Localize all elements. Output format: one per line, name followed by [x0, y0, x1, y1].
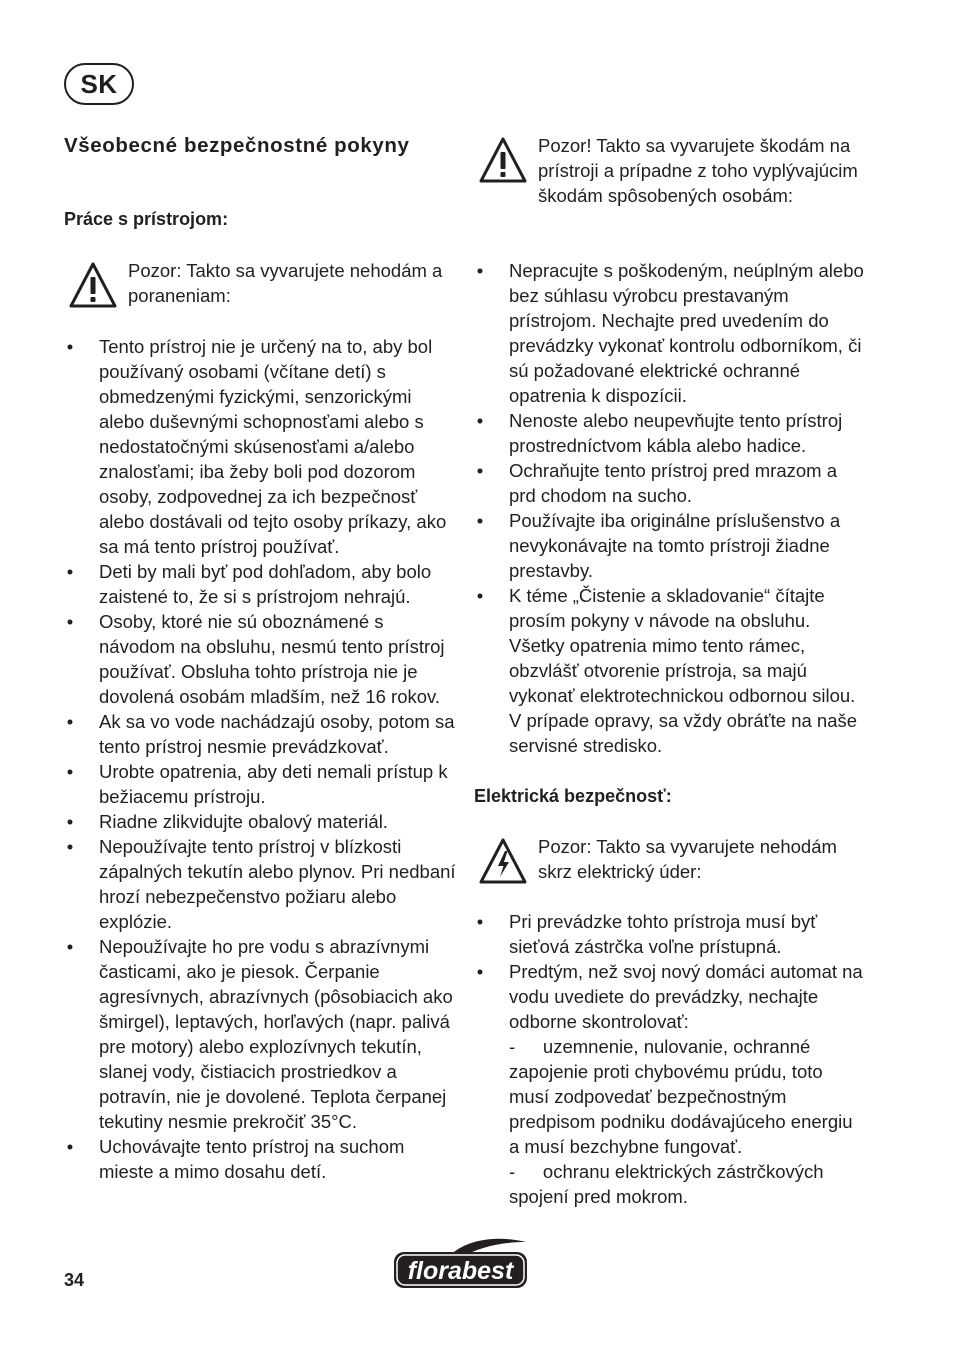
warning-damage-text: Pozor! Takto sa vyvarujete škodám na prístroji a prípadne z toho vyplývajúcim škodám spôsobených osobám:: [538, 135, 858, 206]
list-item: • Tento prístroj nie je určený na to, aby bol používaný osobami (včítane detí) s obmedzenými fyzickými, senzorickými alebo duševnými schopnosťami alebo s nedostatočnými skúsenosťami a/alebo znalosťami; iba žeby boli pod dozorom osoby, zodpovednej za ich bezpečnosť alebo dostávali od tejto osoby príkazy, ako sa má tento prístroj používať.: [64, 334, 456, 559]
list-item: • Pri prevádzke tohto prístroja musí byť sieťová zástrčka voľne prístupná.: [474, 909, 866, 959]
list-item: • Predtým, než svoj nový domáci automat na vodu uvediete do prevádzky, nechajte odborne skontrolovať: - uzemnenie, nulovanie, ochranné zapojenie proti chybovému prúdu, toto musí zodpovedať bezpečnostným predpisom podniku dodávajúceho energiu a musí bezchybne fungovať. - ochranu elektrických zástrčkových spojení pred mokrom.: [474, 959, 866, 1209]
bullet-icon: •: [66, 561, 74, 582]
electric-bullet-list: [474, 909, 866, 1209]
electric-hazard-icon: [479, 838, 527, 884]
warning-electric-text: Pozor: Takto sa vyvarujete nehodám skrz elektrický úder:: [538, 836, 837, 882]
list-item: • Uchovávajte tento prístroj na suchom mieste a mimo dosahu detí.: [64, 1134, 456, 1184]
list-item: • Osoby, ktoré nie sú oboznámené s návodom na obsluhu, nesmú tento prístroj používať. Obsluha tohto prístroja nie je dovolená osobám mladším, než 16 rokov.: [64, 609, 456, 709]
list-item: • Nepoužívajte ho pre vodu s abrazívnymi časticami, ako je piesok. Čerpanie agresívnych, abrazívnych (pôsobiacich ako šmirgel), leptavých, horľavých (napr. palivá pre motory) alebo explozívnych tekutín, slanej vody, čistiacich prostriedkov a potravín, nie je dovolené. Teplota čerpanej tekutiny nesmie prekročiť 35°C.: [64, 934, 456, 1134]
list-item: • Urobte opatrenia, aby deti nemali prístup k bežiacemu prístroju.: [64, 759, 456, 809]
warning-accidents-text: Pozor: Takto sa vyvarujete nehodám a poraneniam:: [128, 260, 443, 306]
bullet-icon: •: [476, 585, 484, 606]
sub-item: - uzemnenie, nulovanie, ochranné zapojenie proti chybovému prúdu, toto musí zodpovedať bezpečnostným predpisom podniku dodávajúceho energiu a musí bezchybne fungovať.: [509, 1036, 853, 1157]
list-item: • Riadne zlikvidujte obalový materiál.: [64, 809, 456, 834]
warning-triangle-icon: [69, 262, 117, 308]
left-bullet-list: [64, 334, 456, 1184]
sub-item: - ochranu elektrických zástrčkových spojení pred mokrom.: [509, 1161, 824, 1207]
list-item: • Deti by mali byť pod dohľadom, aby bolo zaistené to, že si s prístrojom nehrajú.: [64, 559, 456, 609]
list-item: • Nenoste alebo neupevňujte tento prístroj prostredníctvom kábla alebo hadice.: [474, 408, 866, 458]
svg-text:florabest: florabest: [407, 1257, 514, 1285]
page-number: 34: [64, 1270, 85, 1290]
bullet-icon: •: [66, 611, 74, 632]
bullet-icon: •: [66, 1136, 74, 1157]
list-item: • Ak sa vo vode nachádzajú osoby, potom sa tento prístroj nesmie prevádzkovať.: [64, 709, 456, 759]
section-heading-work: Práce s prístrojom:: [64, 209, 229, 229]
bullet-icon: •: [476, 460, 484, 481]
bullet-icon: •: [476, 260, 484, 281]
bullet-icon: •: [476, 410, 484, 431]
section-heading-electric: Elektrická bezpečnosť:: [474, 786, 672, 806]
bullet-icon: •: [476, 911, 484, 932]
language-badge: SK: [64, 63, 134, 105]
right-bullet-list: [474, 258, 866, 758]
bullet-icon: •: [66, 836, 74, 857]
bullet-icon: •: [66, 336, 74, 357]
bullet-icon: •: [476, 510, 484, 531]
warning-triangle-icon: [479, 137, 527, 183]
florabest-logo: [392, 1238, 529, 1290]
list-item: • Ochraňujte tento prístroj pred mrazom a prd chodom na sucho.: [474, 458, 866, 508]
list-item: • Nepoužívajte tento prístroj v blízkosti zápalných tekutín alebo plynov. Pri nedbaní hrozí nebezpečenstvo požiaru alebo explózie.: [64, 834, 456, 934]
bullet-icon: •: [66, 811, 74, 832]
list-item: • Používajte iba originálne príslušenstvo a nevykonávajte na tomto prístroji žiadne prestavby.: [474, 508, 866, 583]
bullet-icon: •: [66, 711, 74, 732]
bullet-icon: •: [476, 961, 484, 982]
list-item: • K téme „Čistenie a skladovanie“ čítajte prosím pokyny v návode na obsluhu. Všetky opatrenia mimo tento rámec, obzvlášť otvorenie prístroja, sa majú vykonať elektrotechnickou odbornou silou. V prípade opravy, sa vždy obráťte na naše servisné stredisko.: [474, 583, 866, 758]
bullet-icon: •: [66, 936, 74, 957]
page-title: Všeobecné bezpečnostné pokyny: [64, 134, 410, 157]
bullet-icon: •: [66, 761, 74, 782]
list-item: • Nepracujte s poškodeným, neúplným alebo bez súhlasu výrobcu prestavaným prístrojom. Nechajte pred uvedením do prevádzky vykonať kontrolu odborníkom, či sú požadované elektrické ochranné opatrenia k dispozícii.: [474, 258, 866, 408]
